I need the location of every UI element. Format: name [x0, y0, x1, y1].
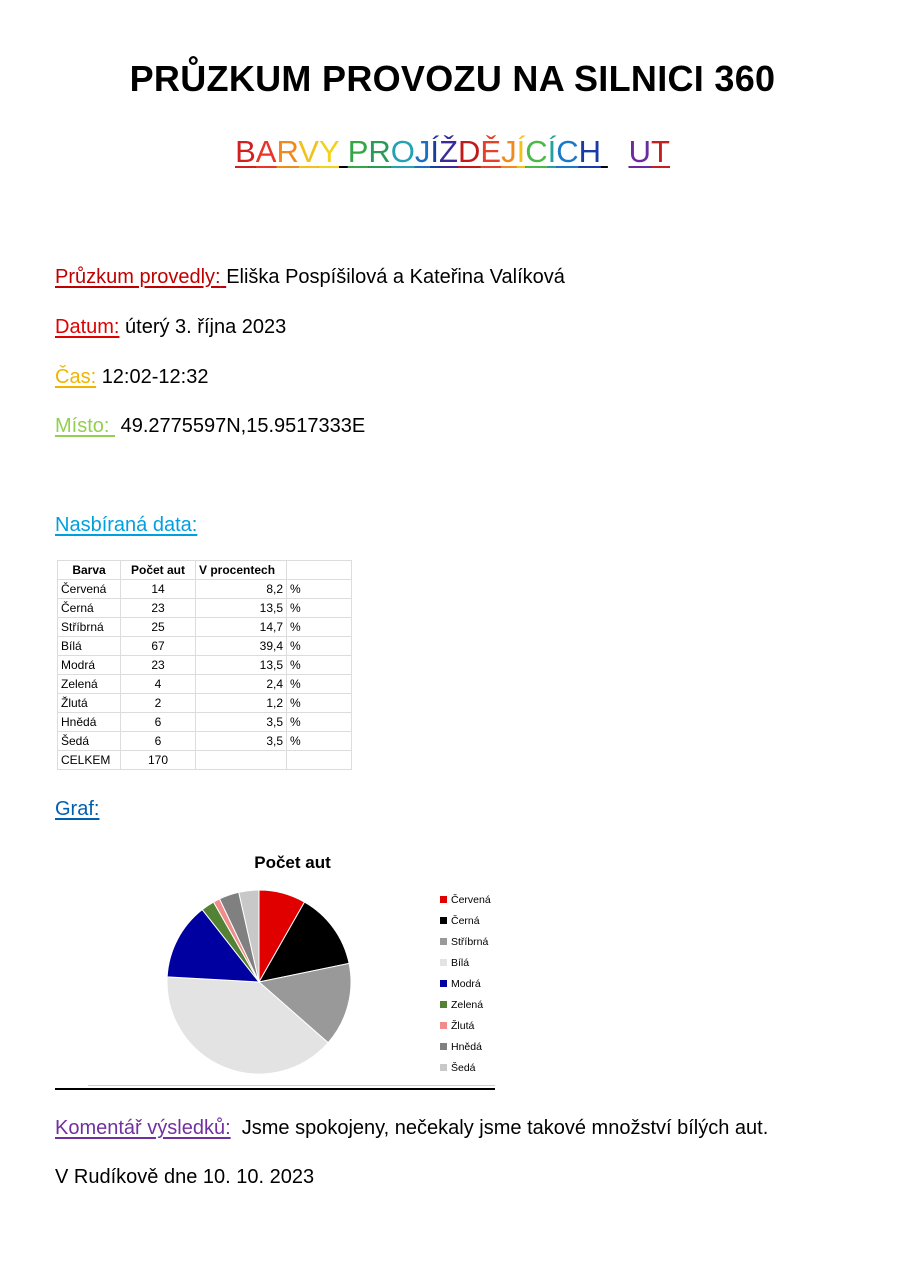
chart-bottom-rule	[88, 1085, 495, 1086]
cell-count: 25	[121, 618, 196, 637]
subtitle-letter	[339, 134, 348, 169]
date-value: úterý 3. října 2023	[125, 316, 287, 338]
legend-item	[440, 952, 491, 973]
cell-percent: 14,7	[196, 618, 287, 637]
cell-unit: %	[287, 694, 352, 713]
legend-swatch	[440, 959, 447, 966]
legend-swatch	[440, 1022, 447, 1029]
subtitle-letter: P	[347, 134, 369, 169]
cell-percent: 8,2	[196, 580, 287, 599]
subtitle-letter: J	[501, 134, 517, 169]
cell-color: Červená	[58, 580, 121, 599]
table-total-row	[58, 751, 352, 770]
page-subtitle	[0, 134, 905, 170]
table-row	[58, 637, 352, 656]
legend-label: Žlutá	[451, 1019, 475, 1032]
cell-count: 6	[121, 713, 196, 732]
table-row	[58, 599, 352, 618]
total-empty	[196, 751, 287, 770]
cell-color: Modrá	[58, 656, 121, 675]
page-title: PRŮZKUM PROVOZU NA SILNICI 360	[129, 58, 776, 99]
signature-line: V Rudíkově dne 10. 10. 2023	[55, 1166, 315, 1188]
cell-color: Hnědá	[58, 713, 121, 732]
cell-percent: 13,5	[196, 599, 287, 618]
legend-label: Šedá	[451, 1061, 476, 1074]
cell-percent: 2,4	[196, 675, 287, 694]
legend-item	[440, 910, 491, 931]
legend-item	[440, 973, 491, 994]
cell-percent: 13,5	[196, 656, 287, 675]
legend-item	[440, 994, 491, 1015]
time-line	[55, 366, 208, 389]
legend-swatch	[440, 938, 447, 945]
subtitle-letter: R	[368, 134, 391, 169]
cell-unit: %	[287, 580, 352, 599]
subtitle-text	[235, 134, 670, 169]
comment-text: Jsme spokojeny, nečekaly jsme takové množství bílých aut.	[241, 1117, 769, 1139]
cell-percent: 1,2	[196, 694, 287, 713]
table-row	[58, 732, 352, 751]
subtitle-letter: V	[298, 134, 319, 169]
cell-color: Černá	[58, 599, 121, 618]
cell-unit: %	[287, 618, 352, 637]
legend-swatch	[440, 917, 447, 924]
authors-value: Eliška Pospíšilová a Kateřina Valíková	[226, 266, 565, 288]
table-header-count: Počet aut	[121, 561, 196, 580]
legend-swatch	[440, 980, 447, 987]
subtitle-letter: U	[628, 134, 651, 169]
time-value: 12:02-12:32	[101, 366, 209, 388]
total-label: CELKEM	[58, 751, 121, 770]
total-empty	[287, 751, 352, 770]
subtitle-letter: J	[414, 134, 431, 169]
chart-title: Počet aut	[254, 853, 331, 872]
table-row	[58, 580, 352, 599]
legend-label: Modrá	[451, 977, 481, 990]
legend-label: Černá	[451, 914, 480, 927]
legend-swatch	[440, 1043, 447, 1050]
graph-section-label: Graf:	[55, 798, 100, 820]
table-row	[58, 675, 352, 694]
legend-item	[440, 1057, 491, 1078]
place-value: 49.2775597N,15.9517333E	[120, 415, 366, 437]
subtitle-letter: Í	[547, 134, 557, 169]
divider-line	[55, 1088, 495, 1090]
subtitle-letter: C	[525, 134, 548, 169]
cell-unit: %	[287, 732, 352, 751]
data-table	[57, 560, 352, 770]
cell-color: Stříbrná	[58, 618, 121, 637]
subtitle-letter: B	[235, 134, 256, 169]
subtitle-letter: H	[578, 134, 601, 169]
comment-line	[55, 1117, 768, 1140]
subtitle-letter: C	[556, 134, 579, 169]
cell-count: 6	[121, 732, 196, 751]
legend-item	[440, 1015, 491, 1036]
legend-swatch	[440, 1001, 447, 1008]
cell-unit: %	[287, 656, 352, 675]
legend-swatch	[440, 896, 447, 903]
subtitle-letter: Í	[516, 134, 526, 169]
cell-unit: %	[287, 713, 352, 732]
comment-label: Komentář výsledků:	[55, 1117, 231, 1139]
cell-color: Zelená	[58, 675, 121, 694]
cell-count: 23	[121, 656, 196, 675]
authors-label: Průzkum provedly:	[55, 266, 221, 288]
authors-line	[55, 266, 565, 289]
table-header-empty	[287, 561, 352, 580]
legend-label: Zelená	[451, 998, 484, 1011]
table-row	[58, 713, 352, 732]
legend-swatch	[440, 1064, 447, 1071]
time-label: Čas:	[55, 366, 97, 388]
data-section-label: Nasbíraná data:	[55, 514, 198, 536]
cell-percent: 39,4	[196, 637, 287, 656]
cell-count: 14	[121, 580, 196, 599]
cell-color: Bílá	[58, 637, 121, 656]
cell-percent: 3,5	[196, 713, 287, 732]
cell-count: 67	[121, 637, 196, 656]
legend-label: Červená	[451, 893, 491, 906]
table-header-percent: V procentech	[196, 561, 287, 580]
place-label: Místo:	[55, 415, 110, 437]
cell-percent: 3,5	[196, 732, 287, 751]
subtitle-letter: D	[457, 134, 481, 169]
cell-unit: %	[287, 599, 352, 618]
subtitle-letter: R	[276, 134, 299, 169]
legend-label: Bílá	[451, 956, 470, 969]
legend-label: Stříbrná	[451, 935, 489, 948]
subtitle-letter: Ž	[439, 134, 458, 169]
subtitle-letter	[601, 134, 608, 169]
cell-count: 2	[121, 694, 196, 713]
total-count: 170	[121, 751, 196, 770]
table-row	[58, 694, 352, 713]
cell-unit: %	[287, 675, 352, 694]
date-line	[55, 316, 286, 339]
legend-item	[440, 931, 491, 952]
table-header-color: Barva	[58, 561, 121, 580]
cell-count: 23	[121, 599, 196, 618]
pie-chart	[160, 885, 360, 1085]
subtitle-letter: Í	[430, 134, 440, 169]
subtitle-letter: Y	[318, 134, 340, 169]
legend-item	[440, 1036, 491, 1057]
cell-count: 4	[121, 675, 196, 694]
subtitle-letter: Ě	[480, 134, 502, 169]
table-row	[58, 618, 352, 637]
cell-unit: %	[287, 637, 352, 656]
legend-label: Hnědá	[451, 1040, 482, 1053]
date-label: Datum:	[55, 316, 120, 338]
place-line	[55, 415, 365, 438]
subtitle-letter: A	[607, 134, 629, 169]
table-body	[58, 580, 352, 770]
subtitle-letter: A	[255, 134, 277, 169]
subtitle-letter: T	[650, 134, 670, 169]
chart-legend	[440, 889, 491, 1078]
subtitle-letter: O	[390, 134, 415, 169]
table-row	[58, 656, 352, 675]
table-header-row	[58, 561, 352, 580]
cell-color: Žlutá	[58, 694, 121, 713]
cell-color: Šedá	[58, 732, 121, 751]
legend-item	[440, 889, 491, 910]
